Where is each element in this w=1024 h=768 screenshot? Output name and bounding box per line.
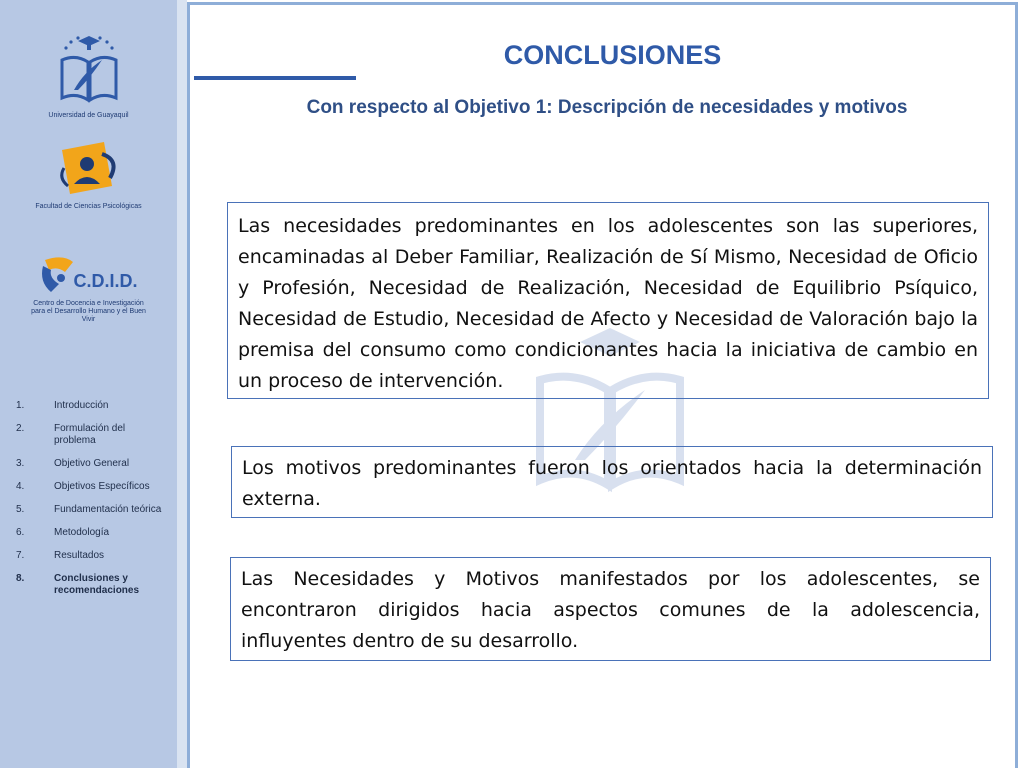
conclusion-box-motives: Los motivos predominantes fueron los orientados hacia la determinación externa. [231,446,993,518]
sidebar [0,0,177,768]
conclusion-box-common: Las Necesidades y Motivos manifestados por los adolescentes, se encontraron dirigidos hacia aspectos comunes de la adolescencia, influyentes dentro de su desarrollo. [230,557,991,661]
faculty-caption: Facultad de Ciencias Psicológicas [35,203,142,210]
nav-item-metodologia[interactable]: 6. Metodología [16,527,110,538]
nav-item-formulacion[interactable]: 2. Formulación del problema [16,423,126,446]
page-title: CONCLUSIONES [503,40,722,70]
cdid-name: C.D.I.D. [73,270,138,291]
nav-item-fundamentacion[interactable]: 5. Fundamentación teórica [16,504,162,515]
title-underline [194,76,356,80]
nav-item-objetivo-general[interactable]: 3. Objetivo General [16,458,130,469]
nav-item-objetivos-especificos[interactable]: 4. Objetivos Específicos [16,481,150,492]
cdid-emblem-icon [39,252,75,296]
section-nav [16,400,166,608]
nav-item-resultados[interactable]: 7. Resultados [16,550,105,561]
conclusion-box-needs: Las necesidades predominantes en los adolescentes son las superiores, encaminadas al Deber Familiar, Realización de Sí Mismo, Necesidad de Oficio y Profesión, Necesidad de Realización, Necesidad de Equilibrio Psíquico, Necesidad de Estudio, Necesidad de Afecto y Necesidad de Valoración bajo la premisa del consumo como condicionantes hacia la iniciativa de cambio en un proceso de intervención. [227,202,989,399]
nav-item-introduccion[interactable]: 1. Introducción [16,400,109,411]
faculty-emblem-icon [54,140,124,198]
faculty-logo [0,140,177,211]
university-caption: Universidad de Guayaquil [48,112,129,119]
university-book-icon [54,32,124,107]
sidebar-divider [177,0,187,768]
nav-item-conclusiones[interactable]: 8. Conclusiones y recomendaciones [16,573,140,596]
page-subtitle: Con respecto al Objetivo 1: Descripción de necesidades y motivos [306,97,908,118]
cdid-logo [0,248,177,324]
cdid-caption: Centro de Docencia e Investigación para el Desarrollo Humano y el Buen Vivir [31,300,146,323]
university-logo [0,32,177,120]
